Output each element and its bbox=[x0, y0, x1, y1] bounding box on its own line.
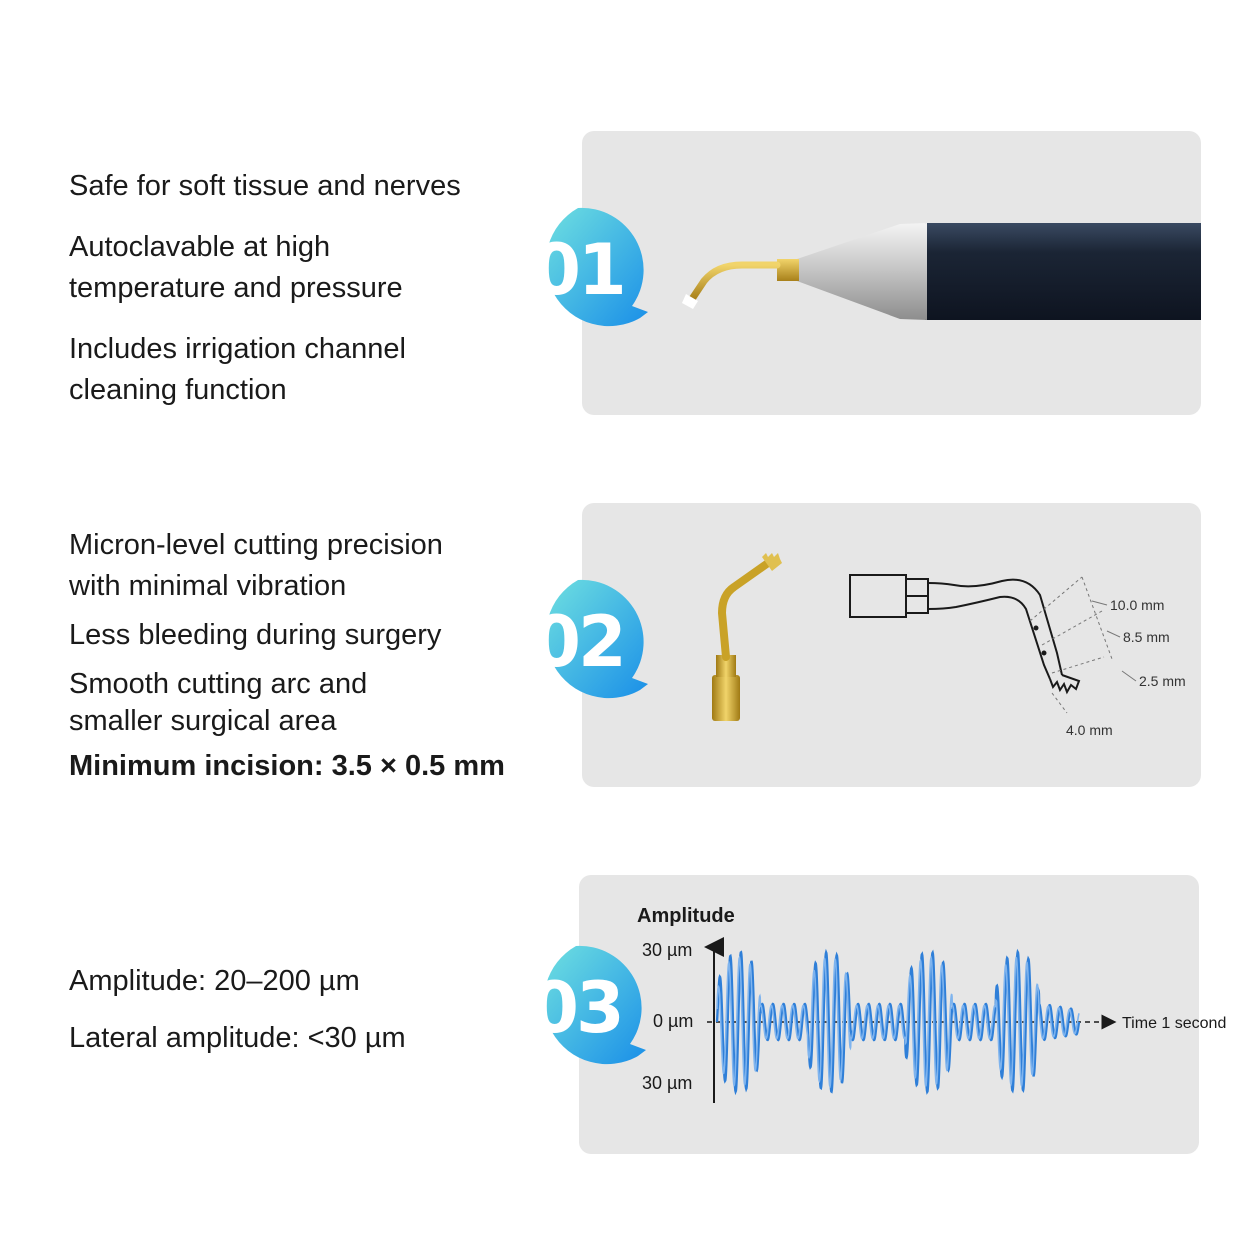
feature-line: Smooth cutting arc and bbox=[69, 668, 368, 700]
chart-title: Amplitude bbox=[637, 905, 735, 927]
feature-line: with minimal vibration bbox=[69, 570, 347, 602]
card-tip-diagram bbox=[582, 503, 1201, 787]
feature-list-2 bbox=[69, 525, 505, 787]
feature-line: Amplitude: 20–200 µm bbox=[69, 965, 360, 997]
zero-label: 0 µm bbox=[653, 1011, 694, 1031]
badge-03 bbox=[514, 946, 654, 1078]
dimension-label: 8.5 mm bbox=[1123, 629, 1170, 645]
badge-number: 02 bbox=[532, 601, 624, 683]
feature-line: Includes irrigation channel bbox=[69, 333, 406, 365]
feature-list-1 bbox=[69, 166, 461, 411]
feature-line: smaller surgical area bbox=[69, 705, 337, 737]
badge-02 bbox=[516, 580, 656, 712]
card-vibration-wave bbox=[579, 875, 1227, 1154]
badge-number: 03 bbox=[530, 967, 622, 1049]
card-handpiece bbox=[582, 131, 1201, 415]
x-axis-label: Time 1 second bbox=[1122, 1015, 1227, 1032]
badge-01 bbox=[516, 208, 656, 340]
badge-number: 01 bbox=[532, 229, 624, 311]
dimension-label: 10.0 mm bbox=[1110, 597, 1165, 613]
feature-line: Safe for soft tissue and nerves bbox=[69, 170, 461, 202]
gold-tip-image bbox=[712, 553, 782, 721]
feature-line: Autoclavable at high bbox=[69, 231, 331, 263]
dimension-label: 4.0 mm bbox=[1066, 722, 1113, 738]
tip-dimension-diagram bbox=[850, 575, 1079, 692]
bottom-label: 30 µm bbox=[642, 1073, 693, 1093]
feature-line: Less bleeding during surgery bbox=[69, 619, 442, 651]
minimum-incision: Minimum incision: 3.5 × 0.5 mm bbox=[69, 750, 505, 782]
top-label: 30 µm bbox=[642, 940, 693, 960]
feature-line: Lateral amplitude: <30 µm bbox=[69, 1022, 406, 1054]
feature-line: cleaning function bbox=[69, 374, 287, 406]
feature-line: temperature and pressure bbox=[69, 272, 403, 304]
dimension-label: 2.5 mm bbox=[1139, 673, 1186, 689]
handpiece-image bbox=[582, 131, 1201, 415]
feature-list-3 bbox=[69, 961, 406, 1059]
vibration-wave-chart bbox=[579, 875, 1227, 1154]
feature-line: Micron-level cutting precision bbox=[69, 529, 443, 561]
